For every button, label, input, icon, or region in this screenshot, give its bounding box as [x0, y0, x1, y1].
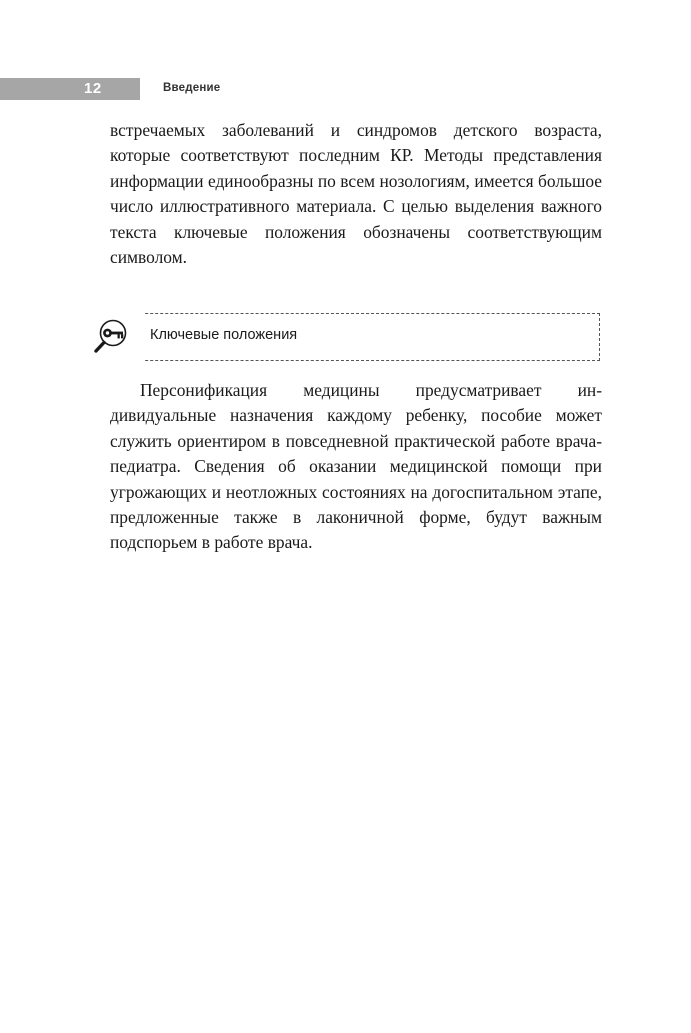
- callout-label: Ключевые положения: [150, 327, 298, 343]
- running-head-title: Введение: [163, 82, 221, 94]
- body-text-upper: [110, 118, 602, 270]
- key-points-callout: [110, 313, 600, 361]
- key-magnifier-icon: [88, 313, 144, 361]
- page-number: 12: [84, 80, 102, 97]
- paragraph-personification: Персонификация медицины предусматривает индивидуальные назначения каждому ребенку, пособие может служить ориентиром в повседневной практической работе врача-педиатра. Сведения об оказании медицинской помощи при угрожающих и неотложных состояниях на догоспитальном этапе, предложенные также в лаконичной форме, будут важным подспорьем в работе врача.: [110, 380, 602, 553]
- paragraph-continued: встречаемых заболеваний и синдромов детского возраста, которые соответствуют последним КР. Методы представления информации единообразны по всем нозологиям, имеется большое число иллюстративного материала. С целью выделения важного текста ключевые положения обозначены соответствующим символом.: [110, 120, 602, 268]
- body-text-lower: [110, 378, 602, 556]
- running-head: [0, 78, 691, 100]
